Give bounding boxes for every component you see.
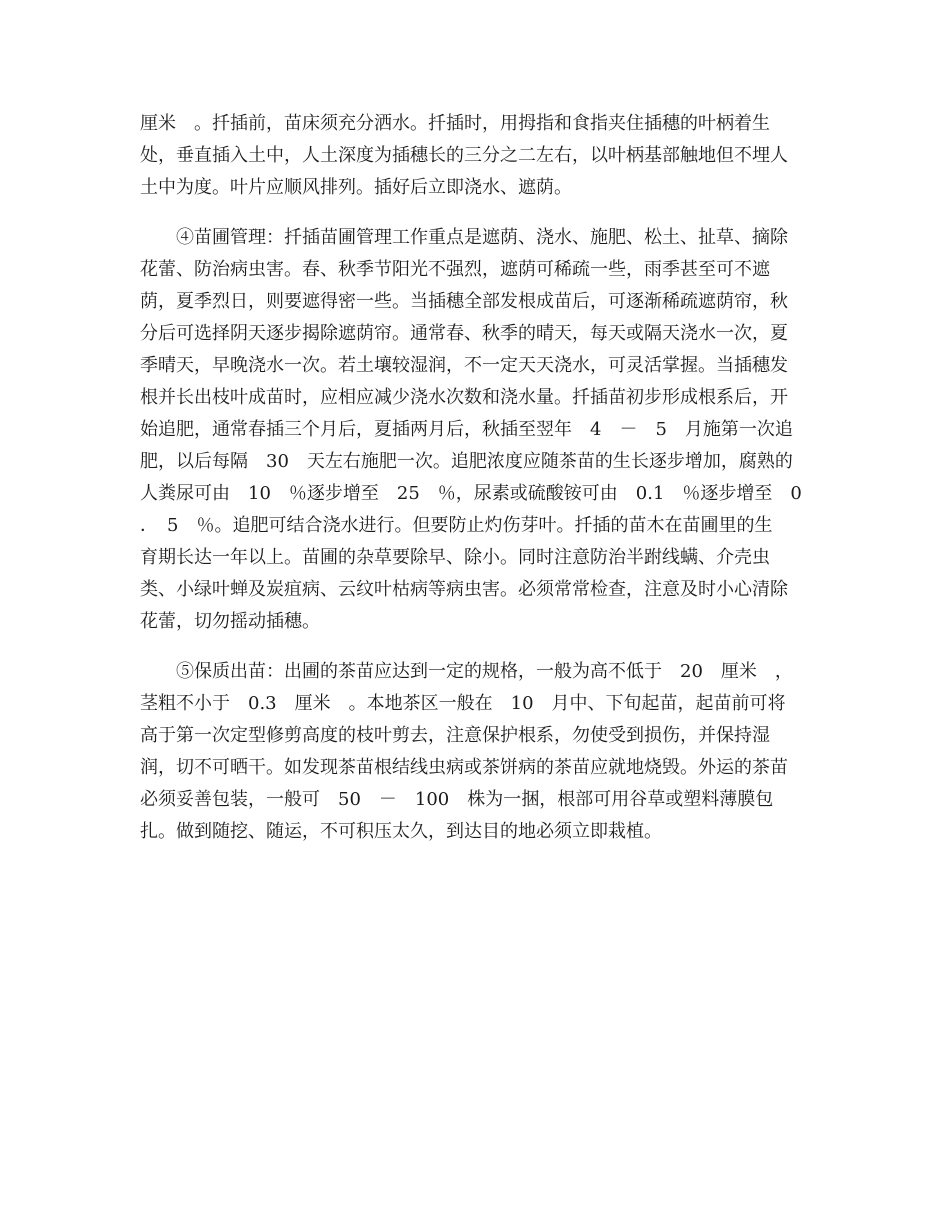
text-line: 始追肥，通常春插三个月后，夏插两月后，秋插至翌年 4 － 5 月施第一次追	[140, 419, 793, 440]
paragraph-nursery-management	[140, 222, 812, 638]
text-line: 扎。做到随挖、随运，不可积压太久，到达目的地必须立即栽植。	[140, 821, 662, 842]
text-line: ④苗圃管理：扦插苗圃管理工作重点是遮荫、浇水、施肥、松土、扯草、摘除	[176, 227, 788, 248]
text-line: 处，垂直插入土中，人土深度为插穗长的三分之二左右，以叶柄基部触地但不埋人	[140, 145, 788, 166]
text-line: 季晴天，早晚浇水一次。若土壤较湿润，不一定天天浇水，可灵活掌握。当插穗发	[140, 355, 788, 376]
text-line: 花蕾，切勿摇动插穗。	[140, 611, 320, 632]
text-line: 肥，以后每隔 30 天左右施肥一次。追肥浓度应随茶苗的生长逐步增加，腐熟的	[140, 451, 793, 472]
text-line: 土中为度。叶片应顺风排列。插好后立即浇水、遮荫。	[140, 177, 572, 198]
text-line: ⑤保质出苗：出圃的茶苗应达到一定的规格，一般为高不低于 20 厘米 ，	[176, 661, 793, 682]
paragraph-continuation	[140, 108, 812, 204]
text-line: 厘米 。扦插前，苗床须充分洒水。扦插时，用拇指和食指夹住插穗的叶柄着生	[140, 113, 770, 134]
text-line: 类、小绿叶蝉及炭疽病、云纹叶枯病等病虫害。必须常常检查，注意及时小心清除	[140, 579, 788, 600]
text-line: 分后可选择阴天逐步揭除遮荫帘。通常春、秋季的晴天，每天或隔天浇水一次，夏	[140, 323, 788, 344]
text-line: 必须妥善包装，一般可 50 － 100 株为一捆，根部可用谷草或塑料薄膜包	[140, 789, 774, 810]
text-line: 根并长出枝叶成苗时，应相应减少浇水次数和浇水量。扦插苗初步形成根系后，开	[140, 387, 788, 408]
text-line: 润，切不可晒干。如发现茶苗根结线虫病或茶饼病的茶苗应就地烧毁。外运的茶苗	[140, 757, 788, 778]
text-line: 育期长达一年以上。苗圃的杂草要除早、除小。同时注意防治半跗线螨、介壳虫	[140, 547, 770, 568]
text-line: 荫，夏季烈日，则要遮得密一些。当插穗全部发根成苗后，可逐渐稀疏遮荫帘，秋	[140, 291, 788, 312]
text-line: 茎粗不小于 0.3 厘米 。本地茶区一般在 10 月中、下旬起苗，起苗前可将	[140, 693, 786, 714]
text-line: 花蕾、防治病虫害。春、秋季节阳光不强烈，遮荫可稀疏一些，雨季甚至可不遮	[140, 259, 770, 280]
text-line: 人粪尿可由 10 ％逐步增至 25 ％，尿素或硫酸铵可由 0.1 ％逐步增至 0	[140, 483, 802, 504]
document-page	[140, 108, 812, 866]
paragraph-quality-seedlings	[140, 656, 812, 848]
text-line: 高于第一次定型修剪高度的枝叶剪去，注意保护根系，勿使受到损伤，并保持湿	[140, 725, 770, 746]
text-line: ． 5 ％。追肥可结合浇水进行。但要防止灼伤芽叶。扦插的苗木在苗圃里的生	[140, 515, 773, 536]
